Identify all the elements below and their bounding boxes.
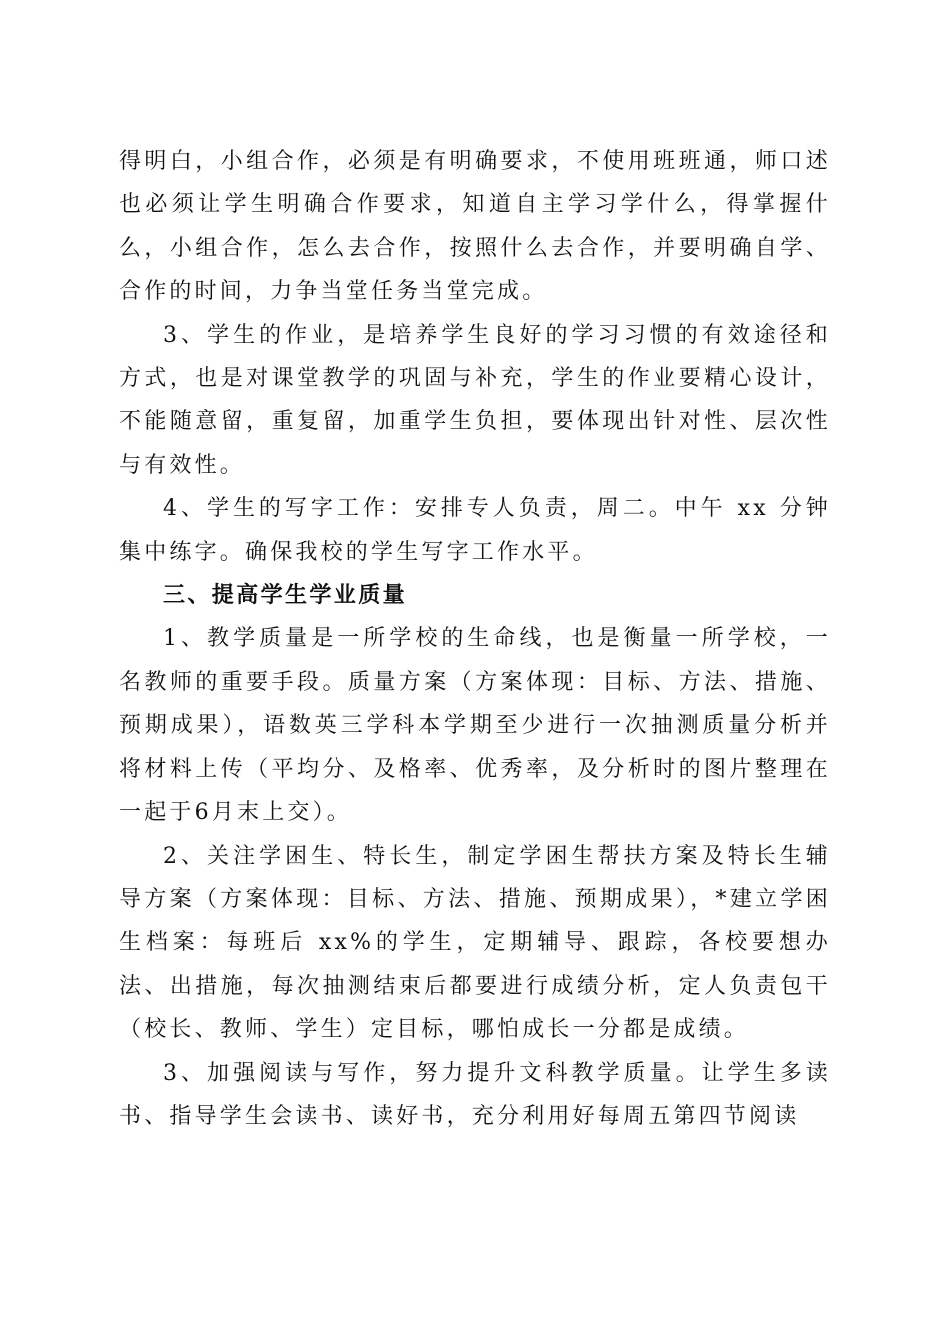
paragraph-struggling-students: 2、关注学困生、特长生，制定学困生帮扶方案及特长生辅导方案（方案体现：目标、方法、措施、预期成果），*建立学困生档案：每班后 xx%的学生，定期辅导、跟踪，各校要想办法、出措施，每次抽测结束后都要进行成绩分析，定人负责包干（校长、教师、学生）定目标，哪怕成长一分都是成绩。 [119,843,831,1043]
paragraph-handwriting: 4、学生的写字工作：安排专人负责，周二。中午 xx 分钟集中练字。确保我校的学生写字工作水平。 [119,496,831,565]
paragraph-reading-writing: 3、加强阅读与写作，努力提升文科教学质量。让学生多读书、指导学生会读书、读好书，充分利用好每周五第四节阅读 [119,1060,831,1129]
paragraph-continuation: 得明白，小组合作，必须是有明确要求，不使用班班通，师口述也必须让学生明确合作要求，知道自主学习学什么，得掌握什么，小组合作，怎么去合作，按照什么去合作，并要明确自学、合作的时间，力争当堂任务当堂完成。 [119,149,831,305]
paragraph-homework: 3、学生的作业，是培养学生良好的学习习惯的有效途径和方式，也是对课堂教学的巩固与补充，学生的作业要精心设计，不能随意留，重复留，加重学生负担，要体现出针对性、层次性与有效性。 [119,322,831,478]
paragraph-teaching-quality: 1、教学质量是一所学校的生命线，也是衡量一所学校，一名教师的重要手段。质量方案（方案体现：目标、方法、措施、预期成果），语数英三学科本学期至少进行一次抽测质量分析并将材料上传（平均分、及格率、优秀率，及分析时的图片整理在一起于6月末上交）。 [119,626,831,826]
document-body [119,140,831,1138]
section-heading-quality: 三、提高学生学业质量 [163,583,408,609]
